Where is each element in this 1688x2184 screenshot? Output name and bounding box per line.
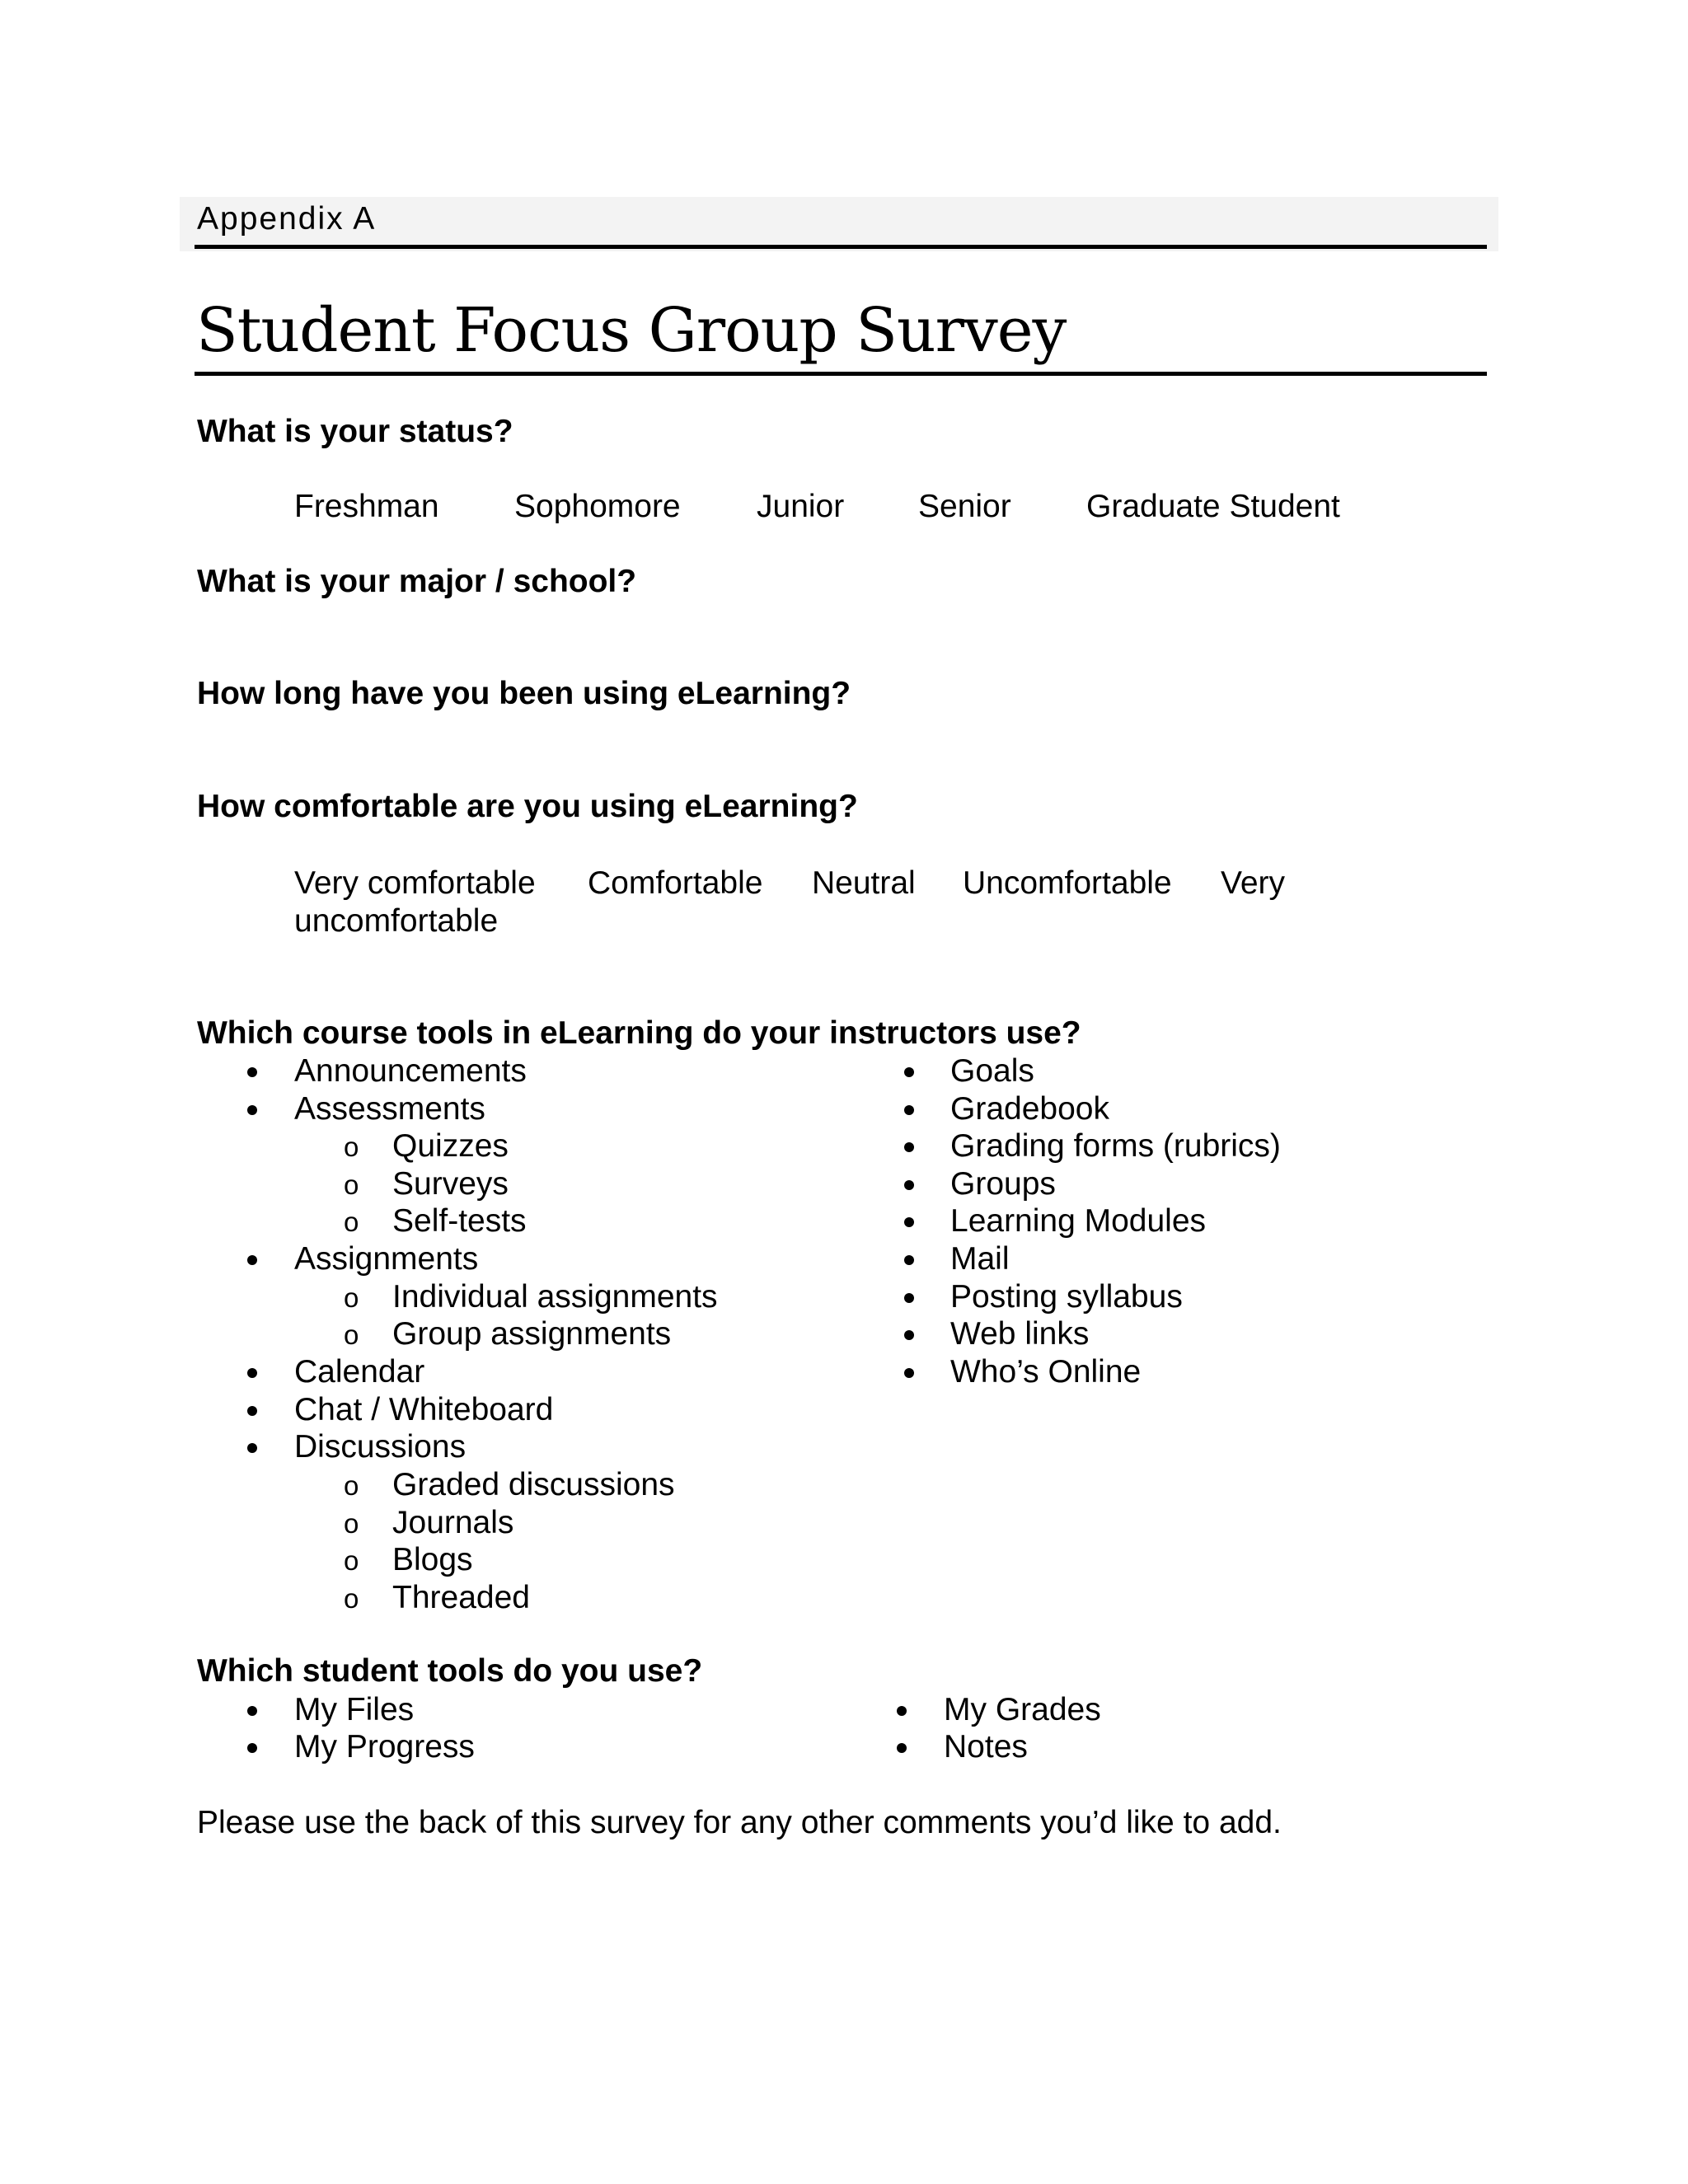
course-tool-grading-forms: Grading forms (rubrics) <box>950 1128 1281 1164</box>
bullet-icon <box>247 1706 257 1716</box>
student-tool-my-files: My Files <box>294 1692 415 1727</box>
title-rule <box>195 372 1487 376</box>
bullet-icon <box>247 1105 257 1115</box>
bullet-icon <box>904 1255 914 1265</box>
sub-bullet-icon: o <box>344 1169 359 1200</box>
status-option-junior[interactable]: Junior <box>757 489 845 524</box>
course-tool-journals: Journals <box>392 1505 514 1540</box>
course-tool-quizzes: Quizzes <box>392 1128 509 1164</box>
question-student-tools: Which student tools do you use? <box>197 1653 703 1689</box>
appendix-label: Appendix A <box>197 201 377 237</box>
appendix-rule <box>195 245 1487 249</box>
course-tool-assignments: Assignments <box>294 1241 479 1277</box>
course-tool-posting-syllabus: Posting syllabus <box>950 1279 1183 1315</box>
comfort-option-uncomfortable-wrap[interactable]: uncomfortable <box>294 903 499 939</box>
bullet-icon <box>897 1706 907 1716</box>
question-course-tools: Which course tools in eLearning do your instructors use? <box>197 1015 1081 1051</box>
course-tool-announcements: Announcements <box>294 1053 527 1089</box>
bullet-icon <box>904 1293 914 1303</box>
closing-note: Please use the back of this survey for any other comments you’d like to add. <box>197 1805 1282 1840</box>
bullet-icon <box>904 1180 914 1190</box>
course-tool-individual-assignments: Individual assignments <box>392 1279 718 1315</box>
course-tool-groups: Groups <box>950 1166 1056 1202</box>
bullet-icon <box>904 1105 914 1115</box>
course-tool-whos-online: Who’s Online <box>950 1354 1142 1390</box>
course-tool-blogs: Blogs <box>392 1542 473 1577</box>
bullet-icon <box>247 1067 257 1077</box>
bullet-icon <box>897 1743 907 1753</box>
sub-bullet-icon: o <box>344 1132 359 1162</box>
status-option-graduate[interactable]: Graduate Student <box>1086 489 1340 524</box>
sub-bullet-icon: o <box>344 1282 359 1313</box>
bullet-icon <box>904 1217 914 1227</box>
course-tool-group-assignments: Group assignments <box>392 1316 672 1352</box>
course-tool-calendar: Calendar <box>294 1354 425 1390</box>
bullet-icon <box>904 1368 914 1378</box>
student-tool-my-progress: My Progress <box>294 1729 475 1765</box>
sub-bullet-icon: o <box>344 1319 359 1350</box>
page-title: Student Focus Group Survey <box>196 295 1067 366</box>
sub-bullet-icon: o <box>344 1470 359 1501</box>
comfort-option-uncomfortable[interactable]: Uncomfortable <box>963 865 1172 901</box>
bullet-icon <box>904 1067 914 1077</box>
course-tool-surveys: Surveys <box>392 1166 509 1202</box>
course-tool-learning-modules: Learning Modules <box>950 1203 1207 1239</box>
bullet-icon <box>904 1142 914 1152</box>
course-tool-mail: Mail <box>950 1241 1010 1277</box>
status-option-sophomore[interactable]: Sophomore <box>514 489 681 524</box>
student-tool-my-grades: My Grades <box>944 1692 1101 1727</box>
student-tool-notes: Notes <box>944 1729 1028 1765</box>
comfort-option-comfortable[interactable]: Comfortable <box>588 865 763 901</box>
question-major: What is your major / school? <box>197 564 637 599</box>
appendix-header-bar <box>180 197 1498 251</box>
sub-bullet-icon: o <box>344 1207 359 1237</box>
bullet-icon <box>247 1255 257 1265</box>
comfort-option-very-comfortable[interactable]: Very comfortable <box>294 865 536 901</box>
status-option-senior[interactable]: Senior <box>918 489 1011 524</box>
course-tool-web-links: Web links <box>950 1316 1090 1352</box>
sub-bullet-icon: o <box>344 1508 359 1539</box>
course-tool-gradebook: Gradebook <box>950 1091 1109 1127</box>
course-tool-assessments: Assessments <box>294 1091 485 1127</box>
bullet-icon <box>247 1743 257 1753</box>
course-tool-discussions: Discussions <box>294 1429 467 1465</box>
status-option-freshman[interactable]: Freshman <box>294 489 439 524</box>
course-tool-threaded: Threaded <box>392 1580 530 1615</box>
sub-bullet-icon: o <box>344 1583 359 1614</box>
bullet-icon <box>247 1406 257 1416</box>
bullet-icon <box>904 1330 914 1340</box>
bullet-icon <box>247 1368 257 1378</box>
comfort-option-very[interactable]: Very <box>1221 865 1286 901</box>
bullet-icon <box>247 1443 257 1453</box>
sub-bullet-icon: o <box>344 1545 359 1576</box>
course-tool-goals: Goals <box>950 1053 1034 1089</box>
course-tool-chat-whiteboard: Chat / Whiteboard <box>294 1392 554 1427</box>
question-how-long: How long have you been using eLearning? <box>197 676 851 711</box>
course-tool-self-tests: Self-tests <box>392 1203 527 1239</box>
comfort-option-neutral[interactable]: Neutral <box>812 865 916 901</box>
question-comfort: How comfortable are you using eLearning? <box>197 789 858 824</box>
course-tool-graded-discussions: Graded discussions <box>392 1467 675 1502</box>
question-status: What is your status? <box>197 414 513 449</box>
